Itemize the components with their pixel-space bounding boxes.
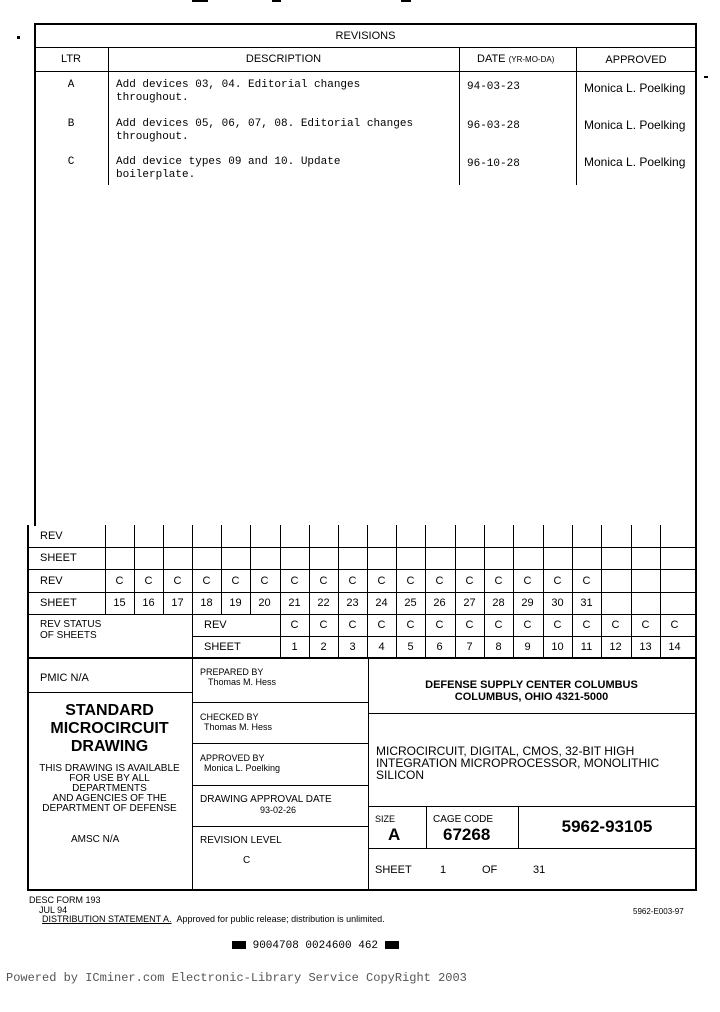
- form-id: DESC FORM 193 JUL 94: [29, 895, 101, 915]
- sheet-total: 31: [533, 864, 546, 876]
- cage-code-value: 67268: [443, 825, 491, 844]
- sheet-cell: 6: [436, 641, 443, 653]
- rev-cell: C: [406, 575, 415, 587]
- amsc-label: AMSC N/A: [71, 834, 120, 845]
- sheet-cell: 5: [407, 641, 414, 653]
- approved-header: APPROVED: [605, 54, 667, 66]
- revisions-title: REVISIONS: [335, 30, 396, 42]
- sheet-cell: 23: [346, 597, 359, 609]
- rev-cell: C: [494, 619, 503, 631]
- sheet-cell: 15: [113, 597, 126, 609]
- revision-level-label: REVISION LEVEL: [200, 835, 282, 846]
- rev-cell: C: [260, 575, 269, 587]
- document-number: 5962-93105: [561, 817, 653, 836]
- sheet-cell: 22: [317, 597, 330, 609]
- sheet-cell: 7: [466, 641, 473, 653]
- rev-cell: C: [348, 575, 357, 587]
- size-value: A: [388, 825, 401, 844]
- sheet-cell: 20: [258, 597, 271, 609]
- rev-cell: C: [553, 575, 562, 587]
- rev-cell: C: [115, 575, 124, 587]
- checked-by: CHECKED BY Thomas M. Hess: [200, 712, 273, 732]
- rev-cell: C: [553, 619, 562, 631]
- sheet-cell: 26: [433, 597, 446, 609]
- sheet-cell: 25: [404, 597, 417, 609]
- sheet-cell: 10: [551, 641, 564, 653]
- sheet-label: SHEET: [375, 864, 412, 876]
- sheet-cell: 11: [580, 641, 593, 653]
- rev-cell: C: [406, 619, 415, 631]
- of-label: OF: [482, 864, 498, 876]
- rev-label: REV: [40, 530, 63, 542]
- sheet-cell: 21: [288, 597, 301, 609]
- cage-code-label: CAGE CODE: [433, 814, 494, 825]
- sheet-cell: 28: [492, 597, 505, 609]
- ltr-header: LTR: [61, 53, 81, 65]
- sheet-cell: 24: [375, 597, 388, 609]
- rev-cell: C: [435, 575, 444, 587]
- sheet-cell: 18: [200, 597, 213, 609]
- scan-mark: [401, 0, 411, 2]
- sheet-cell: 3: [349, 641, 356, 653]
- rev-cell: C: [319, 575, 328, 587]
- sheet-label: SHEET: [40, 552, 77, 564]
- powered-by-notice: Powered by ICminer.com Electronic-Library Service CopyRight 2003: [6, 971, 467, 985]
- barcode-line: 9004708 0024600 462: [232, 940, 399, 952]
- rev-label: REV: [204, 619, 227, 631]
- rev-cell: C: [582, 619, 591, 631]
- sheet-cell: 16: [142, 597, 155, 609]
- sheet-cell: 12: [609, 641, 622, 653]
- rev-cell: C: [144, 575, 153, 587]
- prepared-by: PREPARED BY Thomas M. Hess: [200, 667, 277, 687]
- sheet-cell: 1: [291, 641, 298, 653]
- distribution-statement: DISTRIBUTION STATEMENT A. Approved for public release; distribution is unlimited.: [42, 914, 385, 924]
- rev-cell: C: [523, 619, 532, 631]
- sheet-cell: 2: [320, 641, 327, 653]
- rev-cell: C: [173, 575, 182, 587]
- pmic-label: PMIC N/A: [40, 672, 89, 684]
- rev-label: REV: [40, 575, 63, 587]
- sheet-cell: 9: [524, 641, 531, 653]
- rev-cell: C: [377, 575, 386, 587]
- rev-cell: C: [465, 575, 474, 587]
- sheet-cell: 29: [521, 597, 534, 609]
- description-header: DESCRIPTION: [245, 53, 322, 65]
- rev-cell: C: [523, 575, 532, 587]
- rev-cell: C: [641, 619, 650, 631]
- approved-by: APPROVED BY Monica L. Poelking: [200, 753, 281, 773]
- form-code: 5962-E003-97: [633, 907, 684, 916]
- date-header: DATE (YR-MO-DA): [477, 53, 555, 65]
- rev-cell: C: [348, 619, 357, 631]
- sheet-cell: 31: [580, 597, 593, 609]
- drawing-title: MICROCIRCUIT, DIGITAL, CMOS, 32-BIT HIGH INTEGRATION MICROPROCESSOR, MONOLITHIC SILICON: [376, 744, 660, 782]
- sheet-number: 1: [440, 864, 447, 876]
- rev-cell: C: [465, 619, 474, 631]
- size-label: SIZE: [375, 814, 396, 824]
- rev-cell: C: [377, 619, 386, 631]
- standard-microcircuit-drawing-heading: STANDARD MICROCIRCUIT DRAWING: [50, 702, 169, 755]
- rev-cell: C: [611, 619, 620, 631]
- rev-cell: C: [202, 575, 211, 587]
- sheet-cell: 8: [495, 641, 502, 653]
- rev-cell: C: [582, 575, 591, 587]
- scan-mark: [192, 0, 208, 2]
- availability-note: THIS DRAWING IS AVAILABLE FOR USE BY ALL DEPARTMENTS AND AGENCIES OF THE DEPARTMENT OF DEFENSE: [39, 763, 180, 814]
- rev-cell: C: [435, 619, 444, 631]
- sheet-cell: 19: [229, 597, 242, 609]
- rev-cell: C: [290, 619, 299, 631]
- sheet-label: SHEET: [204, 641, 241, 653]
- sheet-label: SHEET: [40, 597, 77, 609]
- rev-cell: C: [319, 619, 328, 631]
- rev-status-label: REV STATUS OF SHEETS: [40, 619, 102, 641]
- rev-cell: C: [290, 575, 299, 587]
- sheet-cell: 14: [668, 641, 681, 653]
- agency-name: DEFENSE SUPPLY CENTER COLUMBUS COLUMBUS, OHIO 4321-5000: [425, 679, 638, 703]
- scan-mark: [17, 36, 20, 39]
- sheet-cell: 30: [551, 597, 564, 609]
- sheet-cell: 27: [463, 597, 476, 609]
- rev-cell: C: [670, 619, 679, 631]
- sheet-cell: 17: [171, 597, 184, 609]
- scan-mark: [272, 0, 281, 2]
- revision-level-value: C: [243, 855, 251, 866]
- scan-mark: [704, 76, 708, 78]
- rev-cell: C: [231, 575, 240, 587]
- sheet-cell: 13: [639, 641, 652, 653]
- rev-cell: C: [494, 575, 503, 587]
- sheet-cell: 4: [378, 641, 385, 653]
- drawing-approval-date: DRAWING APPROVAL DATE 93-02-26: [200, 794, 332, 815]
